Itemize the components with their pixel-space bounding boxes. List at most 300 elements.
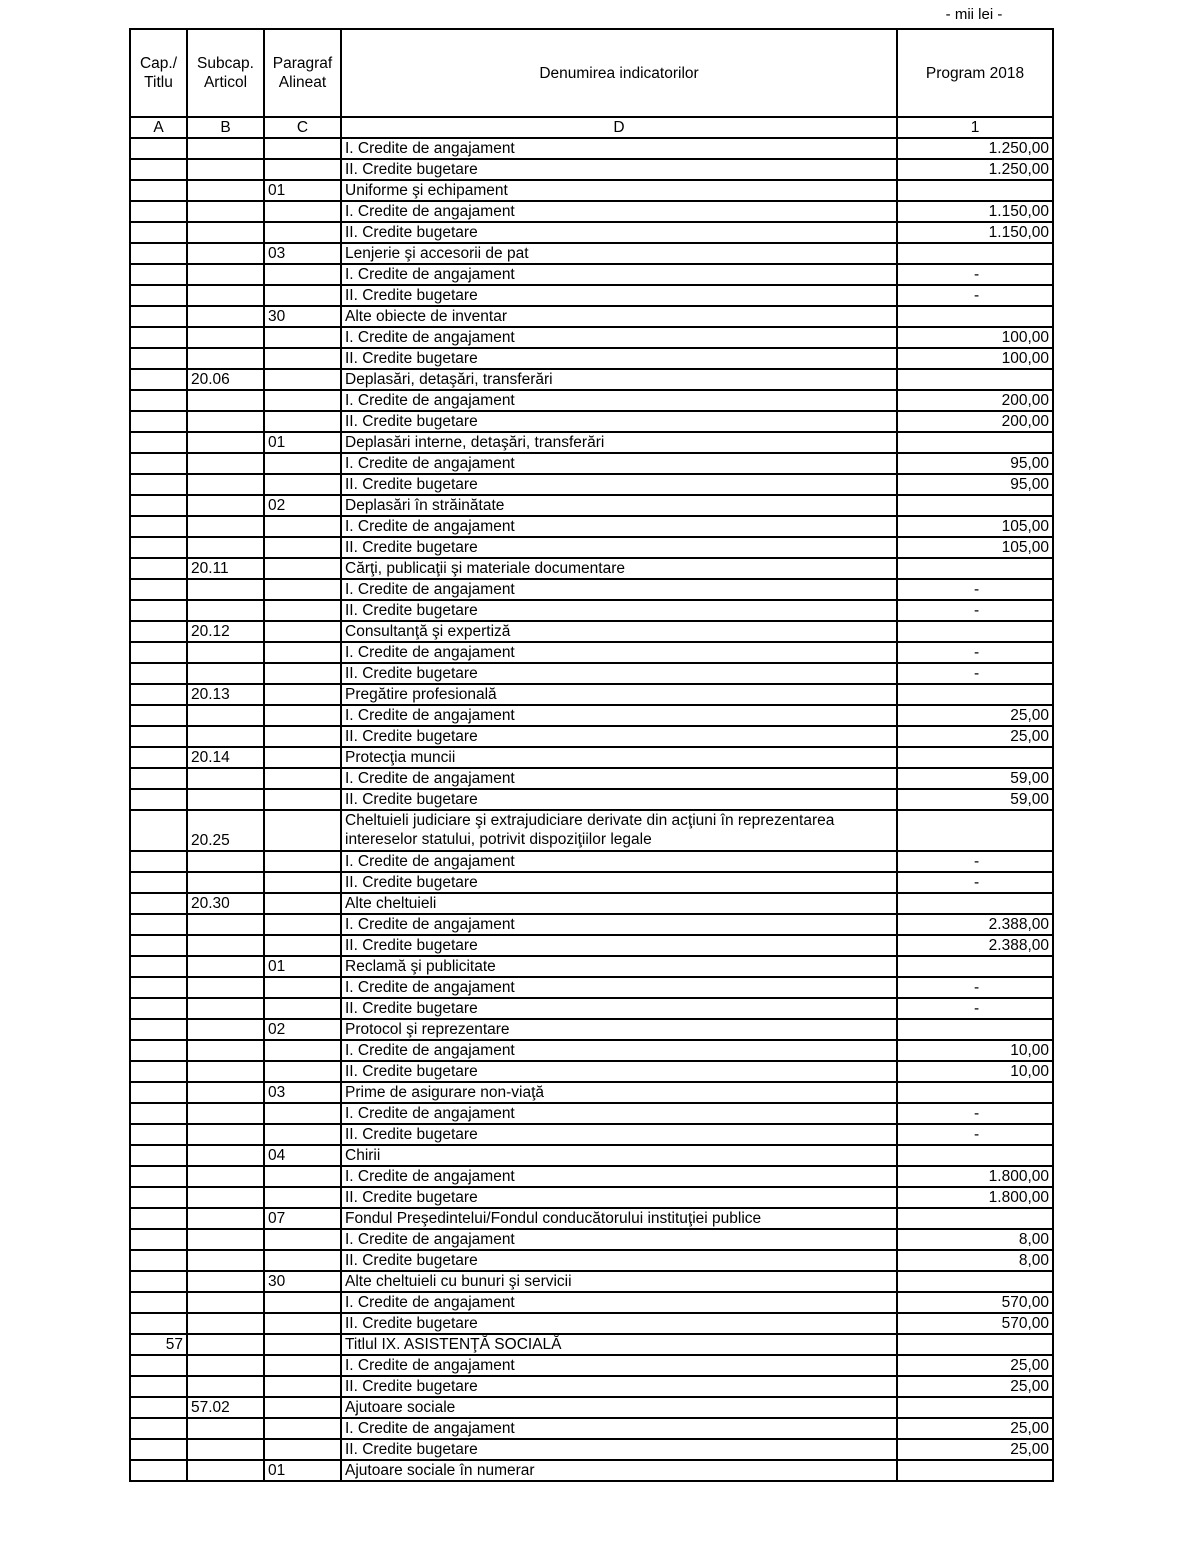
table-row (130, 348, 1053, 369)
cap-cell (130, 390, 187, 411)
paragraf-cell (264, 914, 341, 935)
program-value-cell (897, 243, 1053, 264)
cap-cell (130, 1439, 187, 1460)
paragraf-cell (264, 621, 341, 642)
subcap-cell: 20.13 (187, 684, 264, 705)
cap-cell (130, 159, 187, 180)
program-value-cell (897, 1082, 1053, 1103)
paragraf-cell (264, 1397, 341, 1418)
paragraf-cell (264, 453, 341, 474)
program-value-cell (897, 432, 1053, 453)
table-row (130, 1124, 1053, 1145)
paragraf-cell (264, 411, 341, 432)
cap-cell (130, 747, 187, 768)
paragraf-cell (264, 558, 341, 579)
cap-cell (130, 369, 187, 390)
subcap-cell: 20.12 (187, 621, 264, 642)
program-value-cell (897, 1397, 1053, 1418)
subcap-cell (187, 851, 264, 872)
paragraf-cell (264, 1376, 341, 1397)
subcap-cell (187, 705, 264, 726)
program-value-cell (897, 1019, 1053, 1040)
indicator-name-cell: I. Credite de angajament (341, 977, 897, 998)
indicator-name-cell: Chirii (341, 1145, 897, 1166)
program-value-cell (897, 893, 1053, 914)
table-row (130, 1208, 1053, 1229)
indicator-name-cell: Prime de asigurare non-viaţă (341, 1082, 897, 1103)
indicator-name-cell: I. Credite de angajament (341, 851, 897, 872)
table-row (130, 1292, 1053, 1313)
program-value-cell: 59,00 (897, 768, 1053, 789)
program-value-cell: - (897, 642, 1053, 663)
table-row (130, 747, 1053, 768)
table-row (130, 810, 1053, 851)
indicator-name-cell: Lenjerie şi accesorii de pat (341, 243, 897, 264)
table-row (130, 621, 1053, 642)
table-row (130, 956, 1053, 977)
column-letter: C (264, 117, 341, 138)
indicator-name-cell: I. Credite de angajament (341, 1292, 897, 1313)
table-row (130, 327, 1053, 348)
paragraf-cell (264, 1061, 341, 1082)
paragraf-cell (264, 1334, 341, 1355)
indicator-name-cell: Ajutoare sociale în numerar (341, 1460, 897, 1481)
paragraf-cell: 01 (264, 956, 341, 977)
paragraf-cell (264, 893, 341, 914)
paragraf-cell (264, 1250, 341, 1271)
cap-cell (130, 1355, 187, 1376)
paragraf-cell: 01 (264, 432, 341, 453)
table-row (130, 1166, 1053, 1187)
program-value-cell: 100,00 (897, 348, 1053, 369)
subcap-cell (187, 1040, 264, 1061)
cap-cell (130, 1208, 187, 1229)
program-value-cell (897, 558, 1053, 579)
table-row (130, 453, 1053, 474)
paragraf-cell: 04 (264, 1145, 341, 1166)
program-value-cell (897, 306, 1053, 327)
subcap-cell (187, 914, 264, 935)
subcap-cell (187, 935, 264, 956)
subcap-cell: 20.06 (187, 369, 264, 390)
cap-cell (130, 1376, 187, 1397)
indicator-name-cell: Uniforme şi echipament (341, 180, 897, 201)
indicator-name-cell: Cheltuieli judiciare şi extrajudiciare derivate din acţiuni în reprezentarea intereselor statului, potrivit dispoziţiilor legale (341, 810, 897, 851)
cap-cell (130, 1187, 187, 1208)
program-value-cell: - (897, 872, 1053, 893)
subcap-cell (187, 453, 264, 474)
program-value-cell: - (897, 285, 1053, 306)
indicator-name-cell: I. Credite de angajament (341, 642, 897, 663)
program-value-cell: - (897, 600, 1053, 621)
program-value-cell (897, 621, 1053, 642)
paragraf-cell: 03 (264, 1082, 341, 1103)
program-value-cell: 95,00 (897, 453, 1053, 474)
paragraf-cell (264, 1229, 341, 1250)
indicator-name-cell: II. Credite bugetare (341, 600, 897, 621)
paragraf-cell (264, 705, 341, 726)
program-value-cell: 8,00 (897, 1250, 1053, 1271)
cap-cell (130, 1397, 187, 1418)
indicator-name-cell: I. Credite de angajament (341, 1103, 897, 1124)
paragraf-cell: 01 (264, 180, 341, 201)
program-value-cell: 105,00 (897, 516, 1053, 537)
table-header-row (130, 29, 1053, 117)
subcap-cell (187, 495, 264, 516)
paragraf-cell (264, 851, 341, 872)
paragraf-cell (264, 138, 341, 159)
cap-cell (130, 977, 187, 998)
cap-cell (130, 1313, 187, 1334)
paragraf-cell (264, 159, 341, 180)
program-value-cell: 25,00 (897, 726, 1053, 747)
indicator-name-cell: II. Credite bugetare (341, 1124, 897, 1145)
cap-cell (130, 516, 187, 537)
program-value-cell: 59,00 (897, 789, 1053, 810)
table-row (130, 1103, 1053, 1124)
cap-cell (130, 1166, 187, 1187)
table-row (130, 222, 1053, 243)
program-value-cell: 25,00 (897, 1376, 1053, 1397)
paragraf-cell (264, 935, 341, 956)
paragraf-cell (264, 369, 341, 390)
paragraf-cell (264, 684, 341, 705)
subcap-cell: 20.14 (187, 747, 264, 768)
program-value-cell: 25,00 (897, 1355, 1053, 1376)
program-value-cell (897, 180, 1053, 201)
table-row (130, 180, 1053, 201)
program-value-cell: 1.250,00 (897, 138, 1053, 159)
indicator-name-cell: I. Credite de angajament (341, 390, 897, 411)
cap-cell (130, 642, 187, 663)
cap-cell (130, 453, 187, 474)
program-value-cell (897, 1460, 1053, 1481)
program-value-cell (897, 495, 1053, 516)
program-value-cell (897, 956, 1053, 977)
paragraf-cell (264, 579, 341, 600)
program-value-cell: 570,00 (897, 1292, 1053, 1313)
paragraf-cell (264, 1040, 341, 1061)
program-value-cell (897, 1145, 1053, 1166)
program-value-cell (897, 1271, 1053, 1292)
indicator-name-cell: I. Credite de angajament (341, 138, 897, 159)
subcap-cell (187, 726, 264, 747)
paragraf-cell (264, 1292, 341, 1313)
subcap-cell (187, 201, 264, 222)
cap-cell (130, 1460, 187, 1481)
table-row (130, 1334, 1053, 1355)
subcap-cell (187, 1334, 264, 1355)
indicator-name-cell: Deplasări interne, detaşări, transferări (341, 432, 897, 453)
table-row (130, 1313, 1053, 1334)
indicator-name-cell: Ajutoare sociale (341, 1397, 897, 1418)
subcap-cell (187, 1460, 264, 1481)
table-row (130, 138, 1053, 159)
subcap-cell (187, 663, 264, 684)
program-value-cell: 200,00 (897, 411, 1053, 432)
indicator-name-cell: II. Credite bugetare (341, 1439, 897, 1460)
table-row (130, 872, 1053, 893)
subcap-cell (187, 1313, 264, 1334)
indicator-name-cell: I. Credite de angajament (341, 579, 897, 600)
indicator-name-cell: I. Credite de angajament (341, 914, 897, 935)
header-paragraf: Paragraf Alineat (264, 29, 341, 117)
indicator-name-cell: II. Credite bugetare (341, 1250, 897, 1271)
subcap-cell (187, 1271, 264, 1292)
cap-cell (130, 411, 187, 432)
table-row (130, 243, 1053, 264)
cap-cell: 57 (130, 1334, 187, 1355)
subcap-cell (187, 516, 264, 537)
cap-cell (130, 1418, 187, 1439)
cap-cell (130, 621, 187, 642)
indicator-name-cell: II. Credite bugetare (341, 159, 897, 180)
program-value-cell (897, 684, 1053, 705)
cap-cell (130, 579, 187, 600)
paragraf-cell (264, 998, 341, 1019)
subcap-cell (187, 768, 264, 789)
subcap-cell (187, 1208, 264, 1229)
indicator-name-cell: I. Credite de angajament (341, 1418, 897, 1439)
indicator-name-cell: Consultanţă şi expertiză (341, 621, 897, 642)
program-value-cell: 25,00 (897, 705, 1053, 726)
paragraf-cell: 02 (264, 1019, 341, 1040)
indicator-name-cell: II. Credite bugetare (341, 1376, 897, 1397)
program-value-cell: 10,00 (897, 1061, 1053, 1082)
table-row (130, 1418, 1053, 1439)
column-letter: 1 (897, 117, 1053, 138)
table-row (130, 1082, 1053, 1103)
indicator-name-cell: II. Credite bugetare (341, 1187, 897, 1208)
indicator-name-cell: II. Credite bugetare (341, 663, 897, 684)
subcap-cell (187, 411, 264, 432)
cap-cell (130, 180, 187, 201)
paragraf-cell (264, 390, 341, 411)
indicator-name-cell: II. Credite bugetare (341, 348, 897, 369)
cap-cell (130, 1124, 187, 1145)
column-letter: D (341, 117, 897, 138)
table-row (130, 264, 1053, 285)
table-row (130, 537, 1053, 558)
subcap-cell (187, 1292, 264, 1313)
paragraf-cell (264, 1355, 341, 1376)
table-row (130, 914, 1053, 935)
header-denumire: Denumirea indicatorilor (341, 29, 897, 117)
table-row (130, 285, 1053, 306)
program-value-cell: - (897, 579, 1053, 600)
indicator-name-cell: I. Credite de angajament (341, 201, 897, 222)
unit-label: - mii lei - (945, 6, 1003, 23)
paragraf-cell (264, 1439, 341, 1460)
paragraf-cell (264, 327, 341, 348)
indicator-name-cell: II. Credite bugetare (341, 935, 897, 956)
table-row (130, 1376, 1053, 1397)
subcap-cell: 20.25 (187, 810, 264, 851)
indicator-name-cell: Titlul IX. ASISTENŢĂ SOCIALĂ (341, 1334, 897, 1355)
subcap-cell: 20.11 (187, 558, 264, 579)
cap-cell (130, 851, 187, 872)
subcap-cell (187, 1019, 264, 1040)
subcap-cell (187, 998, 264, 1019)
subcap-cell (187, 1187, 264, 1208)
cap-cell (130, 914, 187, 935)
header-program: Program 2018 (897, 29, 1053, 117)
cap-cell (130, 956, 187, 977)
paragraf-cell (264, 1418, 341, 1439)
indicator-name-cell: Alte obiecte de inventar (341, 306, 897, 327)
indicator-name-cell: I. Credite de angajament (341, 1355, 897, 1376)
cap-cell (130, 600, 187, 621)
table-row (130, 935, 1053, 956)
table-row (130, 432, 1053, 453)
cap-cell (130, 998, 187, 1019)
cap-cell (130, 537, 187, 558)
program-value-cell: - (897, 851, 1053, 872)
indicator-name-cell: Deplasări în străinătate (341, 495, 897, 516)
program-value-cell: - (897, 663, 1053, 684)
indicator-name-cell: I. Credite de angajament (341, 327, 897, 348)
program-value-cell: 570,00 (897, 1313, 1053, 1334)
cap-cell (130, 285, 187, 306)
subcap-cell (187, 1166, 264, 1187)
table-row (130, 977, 1053, 998)
cap-cell (130, 768, 187, 789)
indicator-name-cell: I. Credite de angajament (341, 516, 897, 537)
indicator-name-cell: Deplasări, detaşări, transferări (341, 369, 897, 390)
table-row (130, 411, 1053, 432)
table-row (130, 1355, 1053, 1376)
indicator-name-cell: Protocol şi reprezentare (341, 1019, 897, 1040)
table-row (130, 1250, 1053, 1271)
paragraf-cell (264, 726, 341, 747)
subcap-cell (187, 1103, 264, 1124)
cap-cell (130, 1271, 187, 1292)
program-value-cell (897, 747, 1053, 768)
paragraf-cell (264, 977, 341, 998)
cap-cell (130, 474, 187, 495)
subcap-cell (187, 222, 264, 243)
indicator-name-cell: I. Credite de angajament (341, 1166, 897, 1187)
subcap-cell (187, 1145, 264, 1166)
program-value-cell: 100,00 (897, 327, 1053, 348)
cap-cell (130, 327, 187, 348)
indicator-name-cell: Reclamă şi publicitate (341, 956, 897, 977)
table-row (130, 726, 1053, 747)
program-value-cell: - (897, 1103, 1053, 1124)
subcap-cell (187, 180, 264, 201)
program-value-cell: 25,00 (897, 1418, 1053, 1439)
cap-cell (130, 872, 187, 893)
subcap-cell (187, 138, 264, 159)
program-value-cell: - (897, 998, 1053, 1019)
subcap-cell (187, 390, 264, 411)
table-row (130, 1145, 1053, 1166)
paragraf-cell (264, 1313, 341, 1334)
program-value-cell: 2.388,00 (897, 935, 1053, 956)
indicator-name-cell: II. Credite bugetare (341, 998, 897, 1019)
paragraf-cell: 03 (264, 243, 341, 264)
indicator-name-cell: II. Credite bugetare (341, 474, 897, 495)
paragraf-cell (264, 663, 341, 684)
cap-cell (130, 1145, 187, 1166)
table-row (130, 474, 1053, 495)
program-value-cell: 10,00 (897, 1040, 1053, 1061)
subcap-cell (187, 1124, 264, 1145)
cap-cell (130, 1019, 187, 1040)
program-value-cell (897, 1334, 1053, 1355)
table-row (130, 1040, 1053, 1061)
subcap-cell (187, 1082, 264, 1103)
table-row (130, 1229, 1053, 1250)
table-row (130, 1061, 1053, 1082)
paragraf-cell (264, 222, 341, 243)
table-row (130, 851, 1053, 872)
table-row (130, 684, 1053, 705)
budget-table (129, 28, 1054, 1482)
program-value-cell: 8,00 (897, 1229, 1053, 1250)
table-row (130, 1460, 1053, 1481)
paragraf-cell (264, 201, 341, 222)
subcap-cell: 20.30 (187, 893, 264, 914)
subcap-cell (187, 285, 264, 306)
cap-cell (130, 810, 187, 851)
subcap-cell (187, 159, 264, 180)
indicator-name-cell: Cărţi, publicaţii şi materiale documentare (341, 558, 897, 579)
subcap-cell (187, 600, 264, 621)
table-row (130, 789, 1053, 810)
cap-cell (130, 138, 187, 159)
subcap-cell (187, 1250, 264, 1271)
paragraf-cell (264, 1166, 341, 1187)
subcap-cell (187, 977, 264, 998)
program-value-cell: 2.388,00 (897, 914, 1053, 935)
subcap-cell (187, 1229, 264, 1250)
subcap-cell (187, 1439, 264, 1460)
indicator-name-cell: I. Credite de angajament (341, 453, 897, 474)
paragraf-cell (264, 747, 341, 768)
program-value-cell: 1.800,00 (897, 1187, 1053, 1208)
paragraf-cell: 01 (264, 1460, 341, 1481)
cap-cell (130, 726, 187, 747)
program-value-cell: 25,00 (897, 1439, 1053, 1460)
paragraf-cell (264, 1187, 341, 1208)
cap-cell (130, 264, 187, 285)
subcap-cell (187, 642, 264, 663)
paragraf-cell (264, 348, 341, 369)
program-value-cell: - (897, 977, 1053, 998)
paragraf-cell: 30 (264, 1271, 341, 1292)
table-row (130, 201, 1053, 222)
paragraf-cell (264, 1103, 341, 1124)
program-value-cell (897, 810, 1053, 851)
subcap-cell (187, 956, 264, 977)
subcap-cell (187, 537, 264, 558)
paragraf-cell: 07 (264, 1208, 341, 1229)
paragraf-cell: 30 (264, 306, 341, 327)
subcap-cell (187, 306, 264, 327)
subcap-cell (187, 243, 264, 264)
paragraf-cell (264, 474, 341, 495)
indicator-name-cell: II. Credite bugetare (341, 726, 897, 747)
cap-cell (130, 348, 187, 369)
cap-cell (130, 243, 187, 264)
column-letter-row (130, 117, 1053, 138)
table-row (130, 558, 1053, 579)
subcap-cell (187, 1061, 264, 1082)
indicator-name-cell: II. Credite bugetare (341, 1061, 897, 1082)
indicator-name-cell: II. Credite bugetare (341, 411, 897, 432)
program-value-cell: 1.150,00 (897, 222, 1053, 243)
